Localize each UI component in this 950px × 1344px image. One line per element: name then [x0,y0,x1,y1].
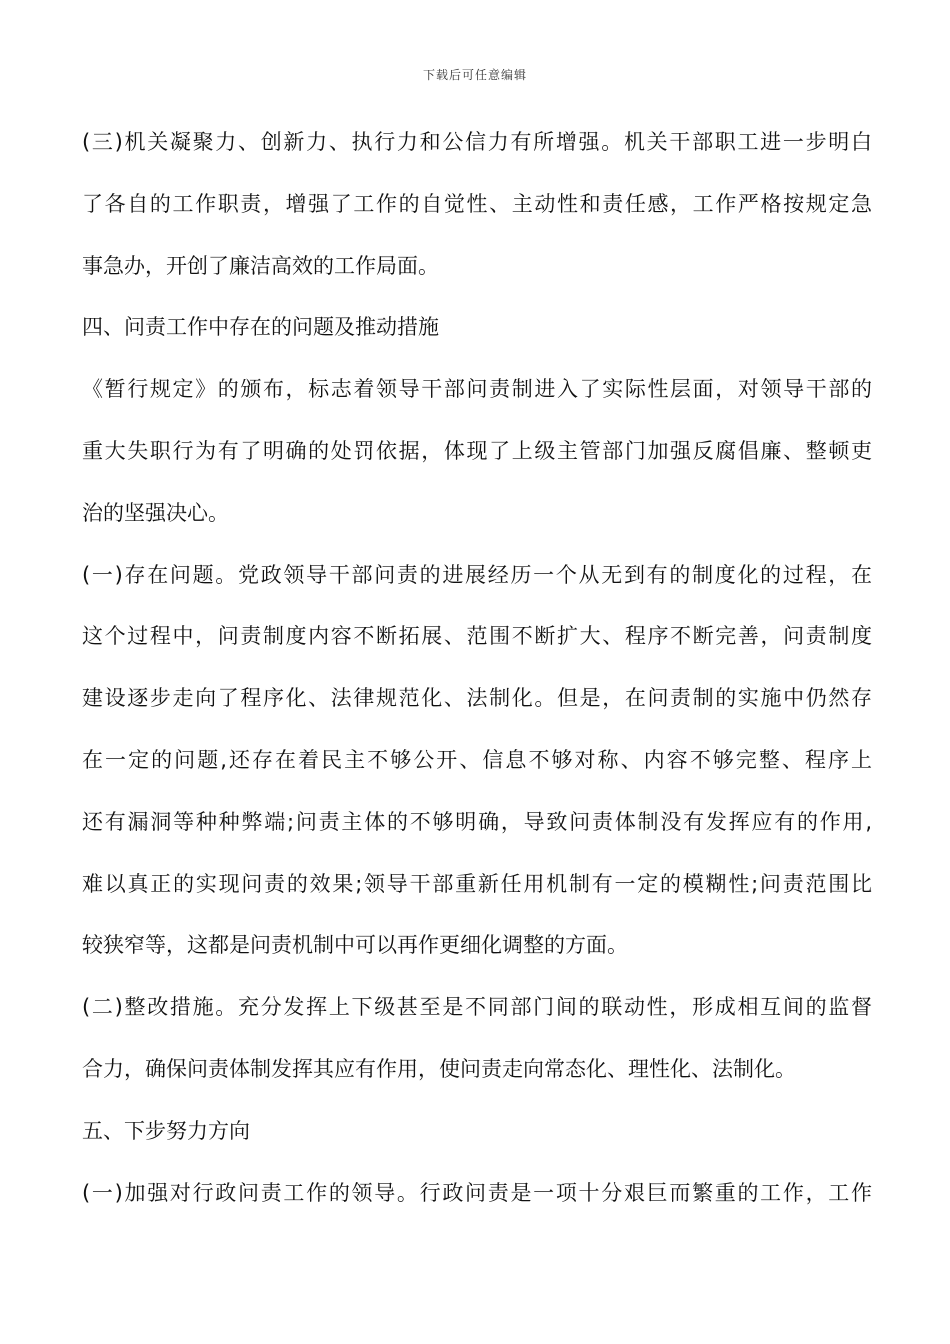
text-line: 还有漏洞等种种弊端;问责主体的不够明确，导致问责体制没有发挥应有的作用, [82,809,872,834]
text-line: (二)整改措施。充分发挥上下级甚至是不同部门间的联动性，形成相互间的监督 [82,995,872,1020]
text-line: (三)机关凝聚力、创新力、执行力和公信力有所增强。机关干部职工进一步明白 [82,130,872,154]
text-line: 建设逐步走向了程序化、法律规范化、法制化。但是，在问责制的实施中仍然存 [82,686,872,711]
text-line: 事急办，开创了廉洁高效的工作局面。 [82,253,439,278]
text-line: 在一定的问题,还存在着民主不够公开、信息不够对称、内容不够完整、程序上 [82,747,872,772]
text-line: 重大失职行为有了明确的处罚依据，体现了上级主管部门加强反腐倡廉、整顿吏 [82,438,872,463]
text-line: 这个过程中，问责制度内容不断拓展、范围不断扩大、程序不断完善，问责制度 [82,624,872,649]
text-line: 合力，确保问责体制发挥其应有作用，使问责走向常态化、理性化、法制化。 [82,1056,796,1081]
text-line: 《暂行规定》的颁布，标志着领导干部问责制进入了实际性层面，对领导干部的 [82,377,872,402]
text-line: 了各自的工作职责，增强了工作的自觉性、主动性和责任感，工作严格按规定急 [82,191,872,216]
text-line: 难以真正的实现问责的效果;领导干部重新任用机制有一定的模糊性;问责范围比 [82,871,872,896]
text-line: 较狭窄等，这都是问责机制中可以再作更细化调整的方面。 [82,933,628,958]
section-heading: 四、问责工作中存在的问题及推动措施 [82,315,439,340]
section-heading: 五、下步努力方向 [82,1118,250,1143]
text-line: (一)存在问题。党政领导干部问责的进展经历一个从无到有的制度化的过程，在 [82,562,872,587]
text-line: (一)加强对行政问责工作的领导。行政问责是一项十分艰巨而繁重的工作，工作 [82,1180,872,1205]
text-line: 治的坚强决心。 [82,500,229,525]
document-body [82,112,872,1224]
page-header-note: 下载后可任意编辑 [422,68,527,82]
